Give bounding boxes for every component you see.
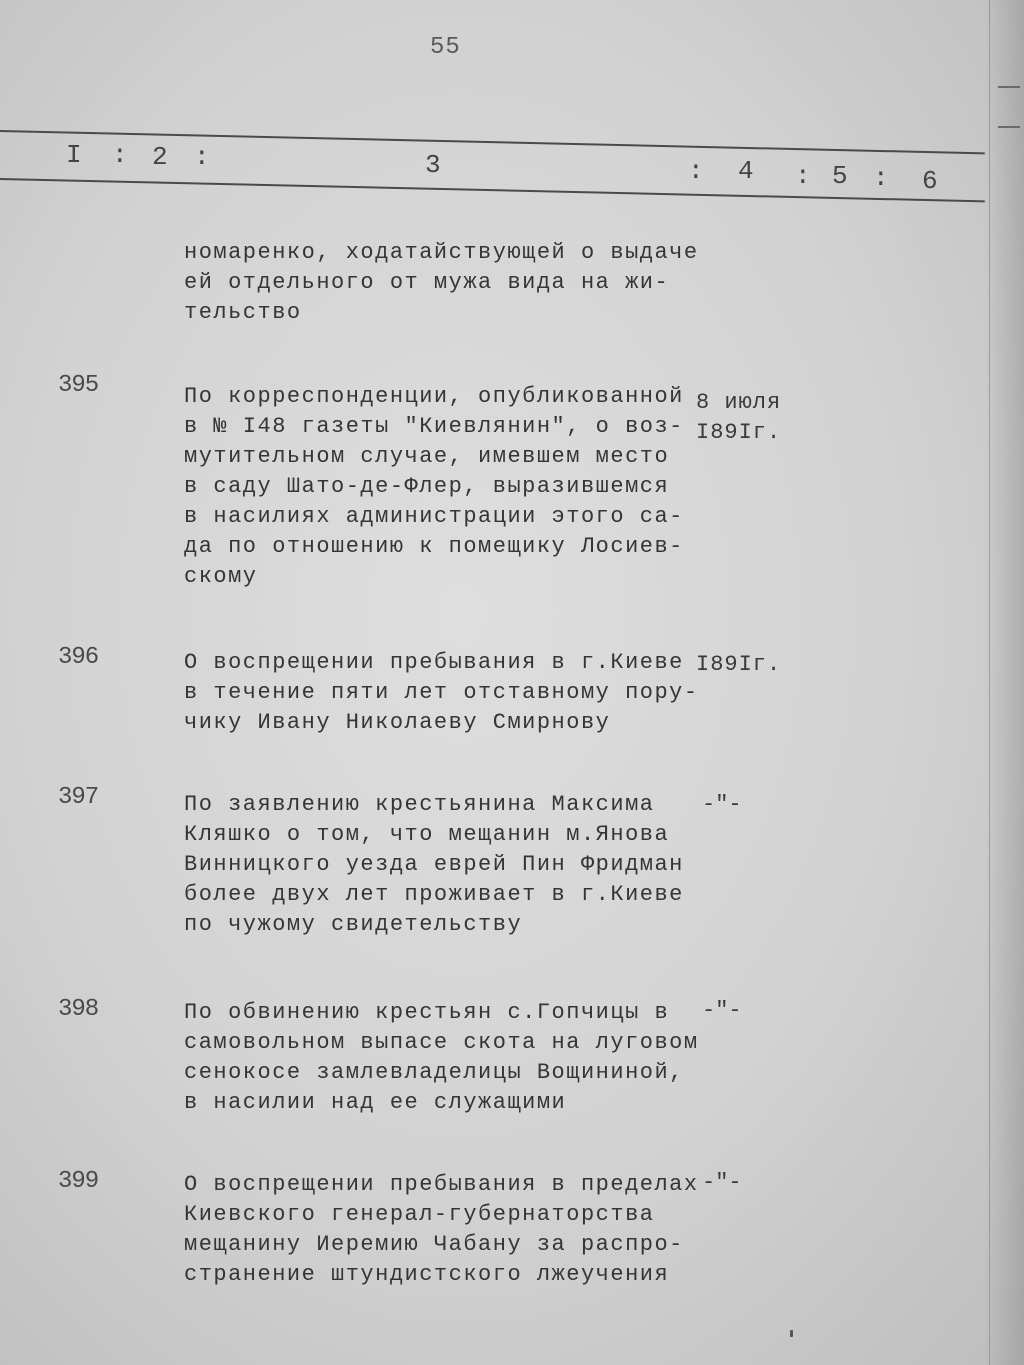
text-line: чику Ивану Николаеву Смирнову xyxy=(184,710,611,735)
text-line: самовольном выпасе скота на луговом xyxy=(184,1030,699,1055)
text-line: Киевского генерал-губернаторства xyxy=(184,1202,655,1227)
entry-description xyxy=(184,648,699,738)
text-line: По корреспонденции, опубликованной xyxy=(184,384,684,409)
column-separator: : xyxy=(795,161,811,191)
entry-number: 395 xyxy=(58,372,99,399)
text-line: мутительном случае, имевшем место xyxy=(184,444,670,469)
text-line: по чужому свидетельству xyxy=(184,912,523,937)
text-line: в саду Шато-де-Флер, выразившемся xyxy=(184,474,670,499)
entry-number: 396 xyxy=(58,644,99,671)
entry-description xyxy=(184,382,684,592)
edge-tick-mark xyxy=(998,126,1020,128)
entry-number: 399 xyxy=(58,1168,99,1195)
date-line: I89Iг. xyxy=(696,420,782,445)
text-line: По обвинению крестьян с.Гопчицы в xyxy=(184,1000,670,1025)
text-line: странение штундистского лжеучения xyxy=(184,1262,670,1287)
ditto-mark: -"- xyxy=(702,998,742,1023)
entry-date xyxy=(696,388,781,448)
column-header-6: 6 xyxy=(922,166,938,196)
entry-number: 398 xyxy=(58,996,99,1023)
continuation-text xyxy=(184,238,699,328)
entry-description xyxy=(184,998,699,1118)
page-number: 55 xyxy=(430,34,461,61)
page-edge-shadow xyxy=(984,0,1024,1365)
text-line: да по отношению к помещику Лосиев- xyxy=(184,534,684,559)
entry-date xyxy=(696,650,781,680)
ditto-mark: -"- xyxy=(702,1170,742,1195)
text-line: По заявлению крестьянина Максима xyxy=(184,792,655,817)
text-line: тельство xyxy=(184,300,302,325)
text-line: скому xyxy=(184,564,258,589)
header-top-rule xyxy=(0,130,985,154)
edge-tick-mark xyxy=(998,86,1020,88)
date-line: 8 июля xyxy=(696,390,782,415)
text-line: номаренко, ходатайствующей о выдаче xyxy=(184,240,699,265)
text-line: О воспрещении пребывания в г.Киеве xyxy=(184,650,684,675)
entry-description xyxy=(184,790,684,940)
text-line: мещанину Иеремию Чабану за распро- xyxy=(184,1232,684,1257)
text-line: Винницкого уезда еврей Пин Фридман xyxy=(184,852,684,877)
text-line: в насилиях администрации этого са- xyxy=(184,504,684,529)
text-line: в насилии над ее служащими xyxy=(184,1090,567,1115)
text-line: в течение пяти лет отставному пору- xyxy=(184,680,699,705)
column-header-1: I xyxy=(66,140,82,170)
column-separator: : xyxy=(112,140,128,170)
text-line: в № I48 газеты "Киевлянин", о воз- xyxy=(184,414,684,439)
ditto-mark: -"- xyxy=(702,792,742,817)
entry-description xyxy=(184,1170,699,1290)
date-line: I89Iг. xyxy=(696,652,782,677)
column-separator: : xyxy=(194,142,210,172)
text-line: сенокосе замлевладелицы Вощининой, xyxy=(184,1060,684,1085)
text-line: О воспрещении пребывания в пределах xyxy=(184,1172,699,1197)
text-line: Кляшко о том, что мещанин м.Янова xyxy=(184,822,670,847)
column-header-2: 2 xyxy=(152,142,168,172)
text-line: ей отдельного от мужа вида на жи- xyxy=(184,270,670,295)
page-edge-line xyxy=(989,0,990,1365)
entry-number: 397 xyxy=(58,784,99,811)
column-header-5: 5 xyxy=(832,161,848,191)
column-separator: : xyxy=(873,163,889,193)
text-line: более двух лет проживает в г.Киеве xyxy=(184,882,684,907)
column-header-3: 3 xyxy=(425,150,441,180)
column-header-4: 4 xyxy=(738,156,754,186)
column-separator: : xyxy=(688,156,704,186)
ink-speck xyxy=(790,1330,793,1337)
